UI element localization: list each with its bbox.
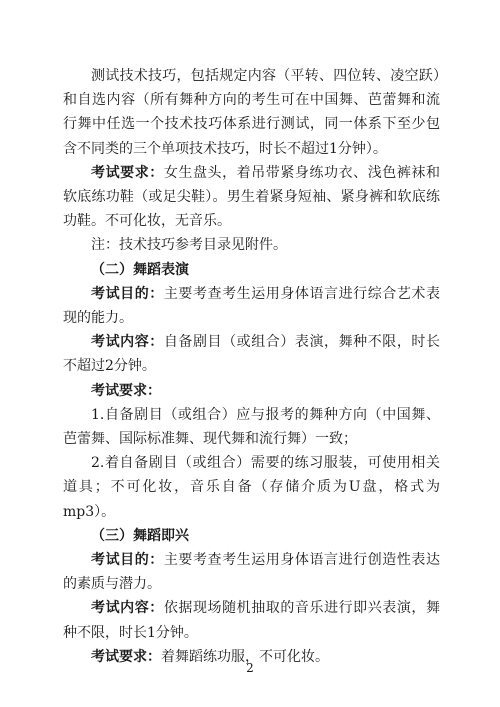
performance-content-text: 自备剧目（或组合）表演，舞种不限，时长不超过2分钟。	[63, 334, 441, 375]
performance-requirement-item-1: 1.自备剧目（或组合）应与报考的舞种方向（中国舞、芭蕾舞、国际标准舞、现代舞和流行舞）一致；	[63, 406, 440, 448]
improvisation-purpose-text: 主要考查考生运用身体语言进行创造性表达的素质与潜力。	[63, 552, 441, 593]
technique-content-paragraph	[63, 64, 440, 161]
document-page	[63, 64, 440, 669]
performance-purpose-text: 主要考查考生运用身体语言进行综合艺术表现的能力。	[63, 285, 441, 327]
improvisation-content-text: 依据现场随机抽取的音乐进行即兴表演，舞种不限，时长1分钟。	[63, 600, 441, 641]
page-number: 2	[246, 661, 254, 675]
improvisation-purpose-paragraph	[63, 548, 440, 596]
performance-requirement-item-2: 2.着自备剧目（或组合）需要的练习服装，可使用相关道具；不可化妆，音乐自备（存储介质为U盘，格式为mp3）。	[63, 455, 440, 520]
dance-performance-heading: （二）舞蹈表演	[91, 261, 189, 278]
performance-content-label: 考试内容：	[91, 334, 164, 351]
improvisation-content-label: 考试内容：	[91, 600, 164, 617]
improvisation-requirements-text: 着舞蹈练功服，不可化妆。	[161, 648, 329, 665]
performance-requirements-label: 考试要求：	[91, 382, 161, 399]
performance-content-paragraph	[63, 330, 440, 378]
technique-content-text: 测试技术技巧，包括规定内容（平转、四位转、凌空跃）和自选内容（所有舞种方向的考生可在中国舞、芭蕾舞和流行舞中任选一个技术技巧体系进行测试，同一体系下至少包含不同类的三个单项技术技巧，时长不超过1分钟）。	[63, 68, 440, 157]
performance-purpose-label: 考试目的：	[91, 285, 164, 302]
technique-requirements-text: 女生盘头，着吊带紧身练功衣、浅色裤袜和软底练功鞋（或足尖鞋）。男生着紧身短袖、紧身裤和软底练功鞋。不可化妆，无音乐。	[63, 164, 441, 230]
technique-note	[63, 233, 440, 257]
technique-note-text: 注：技术技巧参考目录见附件。	[91, 237, 287, 254]
improvisation-requirements-label: 考试要求：	[91, 648, 161, 665]
technique-requirements-paragraph	[63, 161, 440, 234]
dance-improvisation-heading: （三）舞蹈即兴	[91, 527, 189, 544]
improvisation-content-paragraph	[63, 596, 440, 644]
performance-purpose-paragraph	[63, 282, 440, 330]
technique-requirements-label: 考试要求：	[91, 164, 164, 181]
improvisation-purpose-label: 考试目的：	[91, 552, 164, 569]
